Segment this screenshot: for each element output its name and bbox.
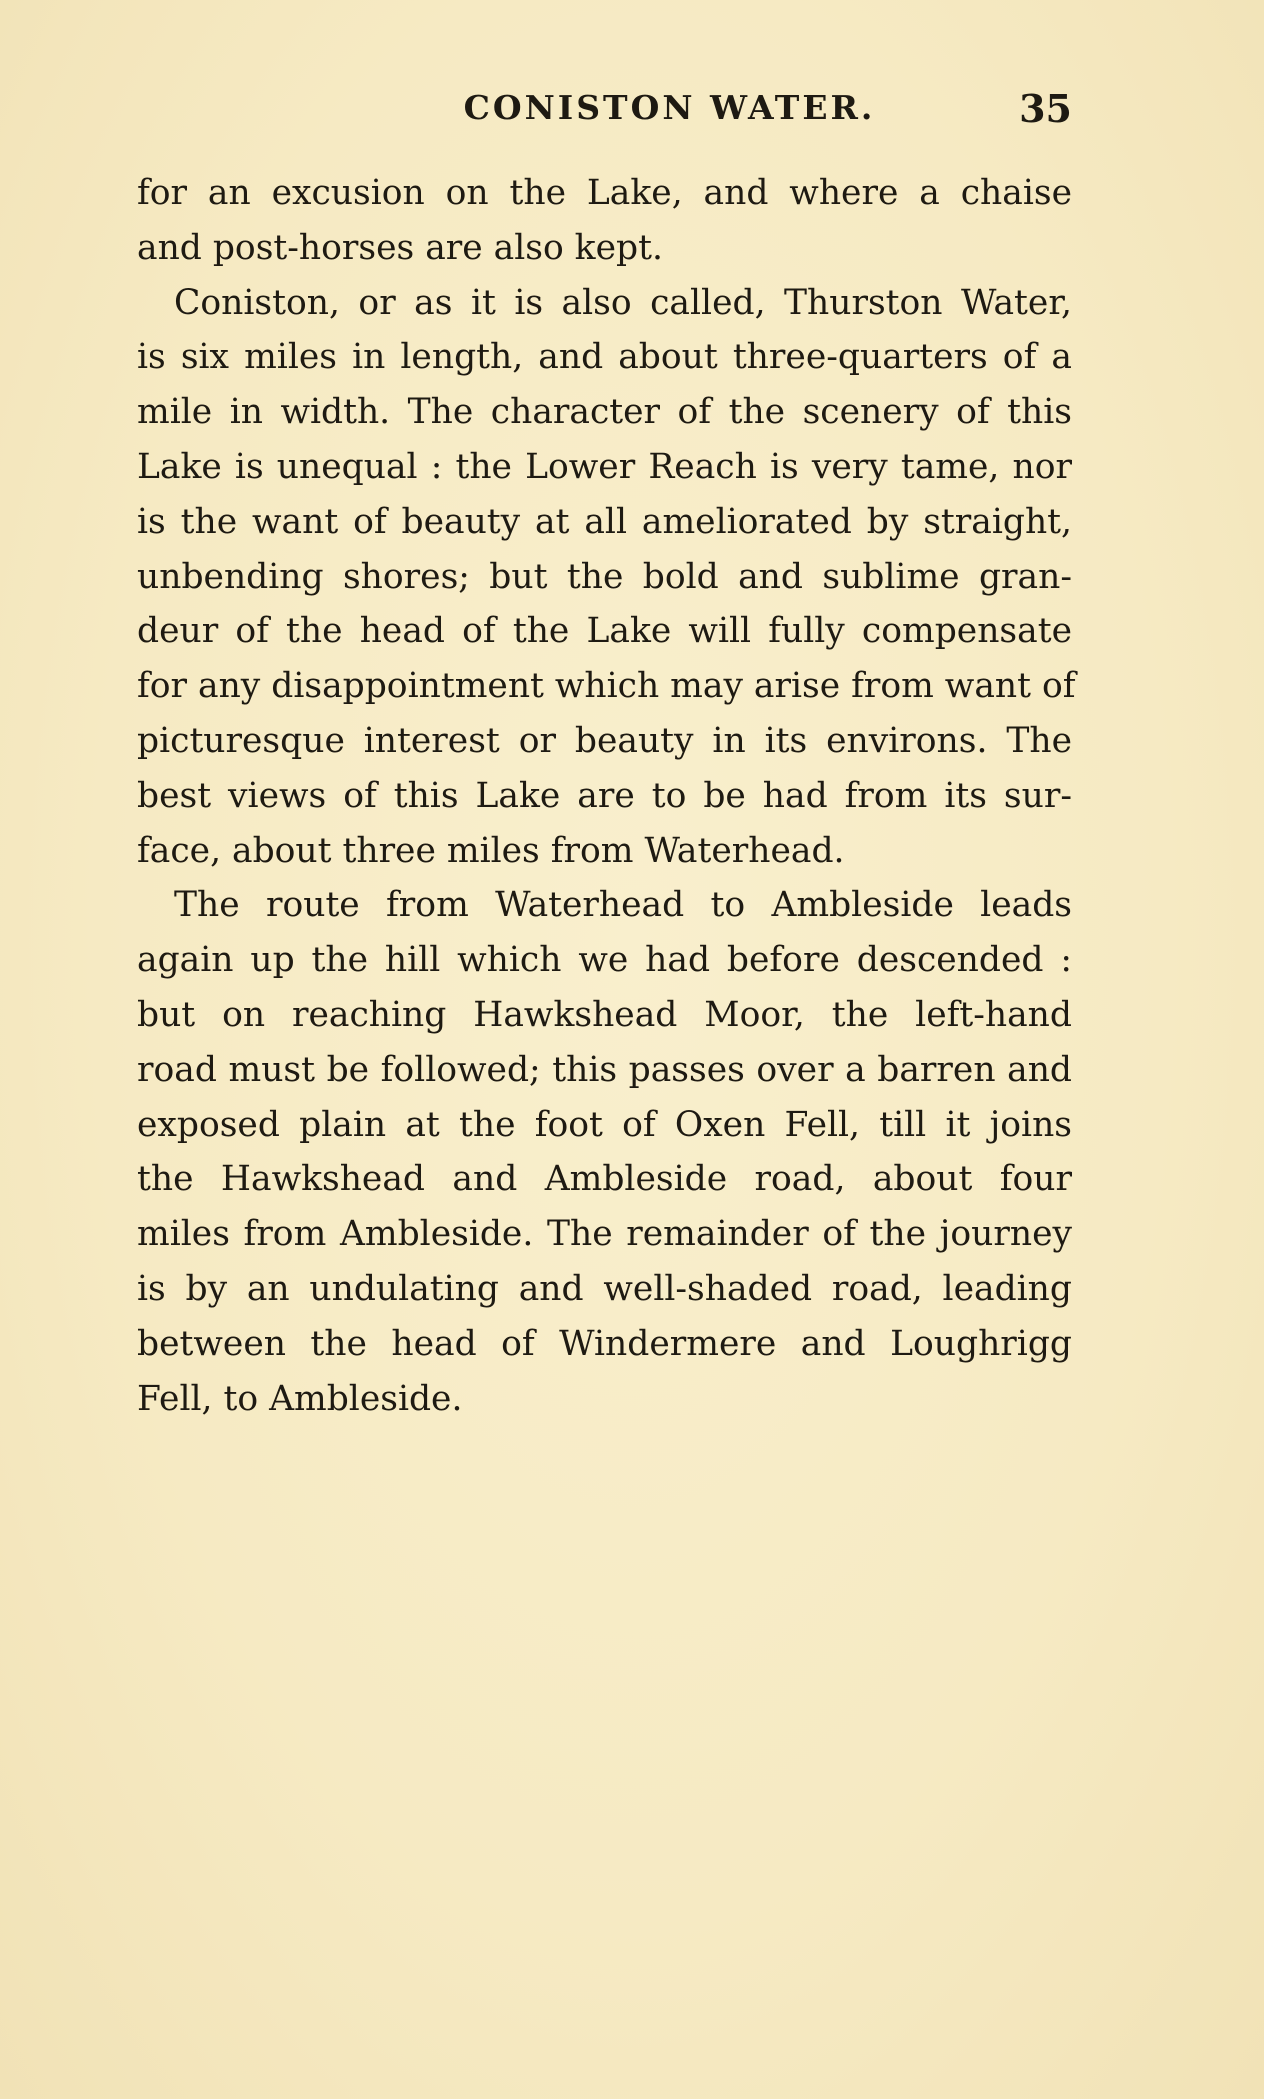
text-line: unbending shores; but the bold and sublime gran- [137, 556, 1072, 597]
text-line: best views of this Lake are to be had from its sur- [137, 775, 1072, 816]
text-line: mile in width. The character of the scenery of this [137, 392, 1072, 433]
body-text [137, 166, 1076, 1426]
page-number: 35 [1019, 86, 1072, 131]
text-line: face, about three miles from Waterhead. [137, 830, 845, 871]
text-line: is six miles in length, and about three-quarters of a [137, 337, 1072, 378]
text-line: for an excusion on the Lake, and where a chaise [137, 173, 1072, 213]
running-title: CONISTON WATER. [463, 88, 876, 127]
text-line: but on reaching Hawkshead Moor, the left-hand [137, 994, 1072, 1035]
text-line: deur of the head of the Lake will fully compensate [137, 611, 1072, 652]
text-line: Coniston, or as it is also called, Thurston Water, [174, 282, 1072, 323]
text-line: the Hawkshead and Ambleside road, about four [137, 1159, 1072, 1200]
text-line: exposed plain at the foot of Oxen Fell, till it joins [137, 1104, 1072, 1145]
text-line: road must be followed; this passes over a barren and [137, 1049, 1072, 1090]
text-line: again up the hill which we had before descended : [137, 940, 1072, 981]
text-line: The route from Waterhead to Ambleside leads [174, 885, 1072, 926]
text-line: picturesque interest or beauty in its environs. The [137, 720, 1072, 761]
text-line: between the head of Windermere and Loughrigg [137, 1323, 1072, 1364]
text-line: is by an undulating and well-shaded road, leading [137, 1268, 1072, 1309]
text-line: and post-horses are also kept. [137, 227, 663, 268]
text-line: Fell, to Ambleside. [137, 1378, 463, 1419]
text-line: for any disappointment which may arise from want of [137, 666, 1076, 707]
text-line: is the want of beauty at all ameliorated by straight, [137, 501, 1072, 542]
running-head [137, 88, 1072, 138]
text-line: Lake is unequal : the Lower Reach is very tame, nor [137, 446, 1072, 487]
text-line: miles from Ambleside. The remainder of the journey [137, 1214, 1072, 1255]
